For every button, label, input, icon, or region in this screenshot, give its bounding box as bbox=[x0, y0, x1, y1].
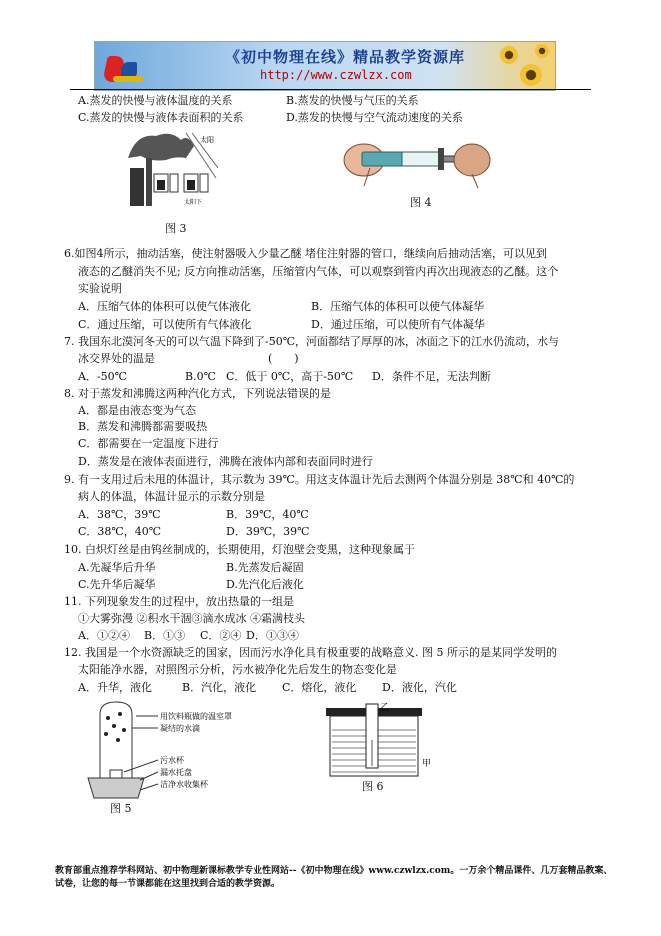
fig5-label-droplets: 凝结的水滴 bbox=[160, 724, 200, 733]
figure-3-caption: 图 3 bbox=[165, 222, 187, 235]
fig3-shade-label: 树荫下 bbox=[152, 199, 171, 206]
q11-option-b: B．①③ bbox=[144, 629, 186, 642]
fig5-label-dome: 用饮料瓶做的温室罩 bbox=[160, 712, 232, 721]
q5-option-a: A.蒸发的快慢与液体温度的关系 bbox=[78, 94, 233, 107]
q6-stem-line1: 6.如图4所示，抽动活塞，使注射器吸入少量乙醚 堵住注射器的管口，继续向后抽动活塞，可以见到 bbox=[64, 247, 547, 260]
sunflower-icon bbox=[500, 46, 518, 64]
q9-option-c: C．38℃，40℃ bbox=[78, 525, 162, 538]
figure-6-beaker bbox=[322, 700, 442, 780]
q6-option-a: A．压缩气体的体积可以使气体液化 bbox=[78, 300, 251, 313]
figure-5-solar-purifier bbox=[80, 700, 280, 800]
q10-option-a: A.先凝华后升华 bbox=[78, 561, 156, 574]
q6-option-b: B．压缩气体的体积可以使气体凝华 bbox=[311, 300, 485, 313]
q6-stem-line2: 液态的乙醚消失不见; 反方向推动活塞，压缩管内气体，可以观察到管内再次出现液态的乙醚。这个 bbox=[78, 265, 559, 278]
q11-option-c: C．②④ bbox=[200, 629, 242, 642]
q11-option-a: A．①②④ bbox=[78, 629, 130, 642]
fig6-label-jia: 甲 bbox=[422, 759, 432, 769]
q8-option-b: B．蒸发和沸腾都需要吸热 bbox=[78, 420, 208, 433]
banner-url: http://www.czwlzx.com bbox=[260, 68, 412, 82]
sunflower-icon bbox=[520, 64, 542, 86]
figure-3-illustration bbox=[126, 128, 218, 208]
q7-option-c: C．低于 0℃，高于-50℃ bbox=[226, 370, 354, 383]
q5-option-c: C.蒸发的快慢与液体表面积的关系 bbox=[78, 111, 244, 124]
q7-option-b: B.0℃ bbox=[185, 370, 216, 383]
q11-stem: 11. 下列现象发生的过程中，放出热量的一组是 bbox=[64, 595, 294, 608]
q6-stem-line3: 实验说明 bbox=[78, 282, 122, 295]
fig6-label-yi: 乙 bbox=[380, 703, 390, 713]
q6-option-d: D．通过压缩，可以使所有气体凝华 bbox=[311, 318, 485, 331]
sunflower-icon bbox=[535, 44, 549, 58]
figure-6-caption: 图 6 bbox=[362, 780, 384, 793]
fig5-label-clean-cup: 洁净水收集杯 bbox=[160, 780, 208, 789]
q12-option-b: B．汽化，液化 bbox=[182, 681, 257, 694]
q10-stem: 10. 白炽灯丝是由钨丝制成的，长期使用，灯泡壁会变黑，这种现象属于 bbox=[64, 543, 415, 556]
q7-answer-bracket: ( ) bbox=[268, 352, 299, 365]
q7-stem-line1: 7. 我国东北漠河冬天的可以气温下降到了-50℃，河面都结了厚厚的冰，冰面之下的江水仍流动，水与 bbox=[64, 335, 560, 348]
q7-option-a: A．-50℃ bbox=[78, 370, 127, 383]
figure-5-caption: 图 5 bbox=[110, 802, 132, 815]
q9-stem-line2: 病人的体温，体温计显示的示数分别是 bbox=[78, 490, 265, 503]
q10-option-d: D.先汽化后液化 bbox=[226, 578, 304, 591]
q7-option-d: D．条件不足，无法判断 bbox=[372, 370, 491, 383]
q12-stem-line1: 12. 我国是一个水资源缺乏的国家，因而污水净化具有极重要的战略意义. 图 5 所示的是某同学发明的 bbox=[64, 646, 557, 659]
q5-option-b: B.蒸发的快慢与气压的关系 bbox=[286, 94, 419, 107]
q5-option-d: D.蒸发的快慢与空气流动速度的关系 bbox=[286, 111, 463, 124]
header-banner bbox=[94, 41, 556, 91]
banner-title: 《初中物理在线》精品教学资源库 bbox=[225, 48, 466, 66]
q11-option-d: D．①③④ bbox=[246, 629, 299, 642]
q8-option-d: D．蒸发是在液体表面进行，沸腾在液体内部和表面同时进行 bbox=[78, 455, 373, 468]
fig3-sun-label: 太阳 bbox=[200, 136, 214, 144]
figure-4-caption: 图 4 bbox=[410, 196, 432, 209]
q7-stem-line2: 冰交界处的温是 bbox=[78, 352, 155, 365]
q12-option-a: A．升华，液化 bbox=[78, 681, 152, 694]
fig3-sunlit-label: 太阳下 bbox=[184, 199, 203, 206]
q10-option-b: B.先蒸发后凝固 bbox=[226, 561, 304, 574]
q6-option-c: C．通过压缩，可以使所有气体液化 bbox=[78, 318, 252, 331]
q10-option-c: C.先升华后凝华 bbox=[78, 578, 156, 591]
q11-phenomena: ①大雾弥漫 ②积水干涸③滴水成冰 ④霜满枝头 bbox=[78, 612, 305, 625]
q8-option-c: C．都需要在一定温度下进行 bbox=[78, 437, 219, 450]
q12-option-d: D．液化，汽化 bbox=[382, 681, 457, 694]
figure-4-syringe bbox=[342, 138, 492, 190]
header-rule bbox=[70, 89, 591, 90]
q12-stem-line2: 太阳能净水器，对照图示分析，污水被净化先后发生的物态变化是 bbox=[78, 663, 397, 676]
q9-option-d: D．39℃，39℃ bbox=[226, 525, 310, 538]
q9-option-b: B．39℃，40℃ bbox=[226, 508, 309, 521]
fig5-label-tray: 漏水托盘 bbox=[160, 768, 192, 777]
q9-stem-line1: 9. 有一支用过后未甩的体温计，其示数为 39℃。用这支体温计先后去测两个体温分别是 38℃和 40℃的 bbox=[64, 473, 575, 486]
page-footer: 教育部重点推荐学科网站、初中物理新课标教学专业性网站--《初中物理在线》www.czwlzx.com。一万余个精品课件、几万套精品教案、试卷，让您的每一节课都能在这里找到合适的教学资源。 bbox=[55, 866, 613, 889]
fig5-label-dirty-cup: 污水杯 bbox=[160, 756, 184, 765]
q8-option-a: A．都是由液态变为气态 bbox=[78, 404, 196, 417]
q12-option-c: C．熔化，液化 bbox=[282, 681, 357, 694]
q9-option-a: A．38℃，39℃ bbox=[78, 508, 161, 521]
logo-icon-base bbox=[113, 76, 143, 82]
q8-stem: 8. 对于蒸发和沸腾这两种汽化方式，下列说法错误的是 bbox=[64, 387, 331, 400]
